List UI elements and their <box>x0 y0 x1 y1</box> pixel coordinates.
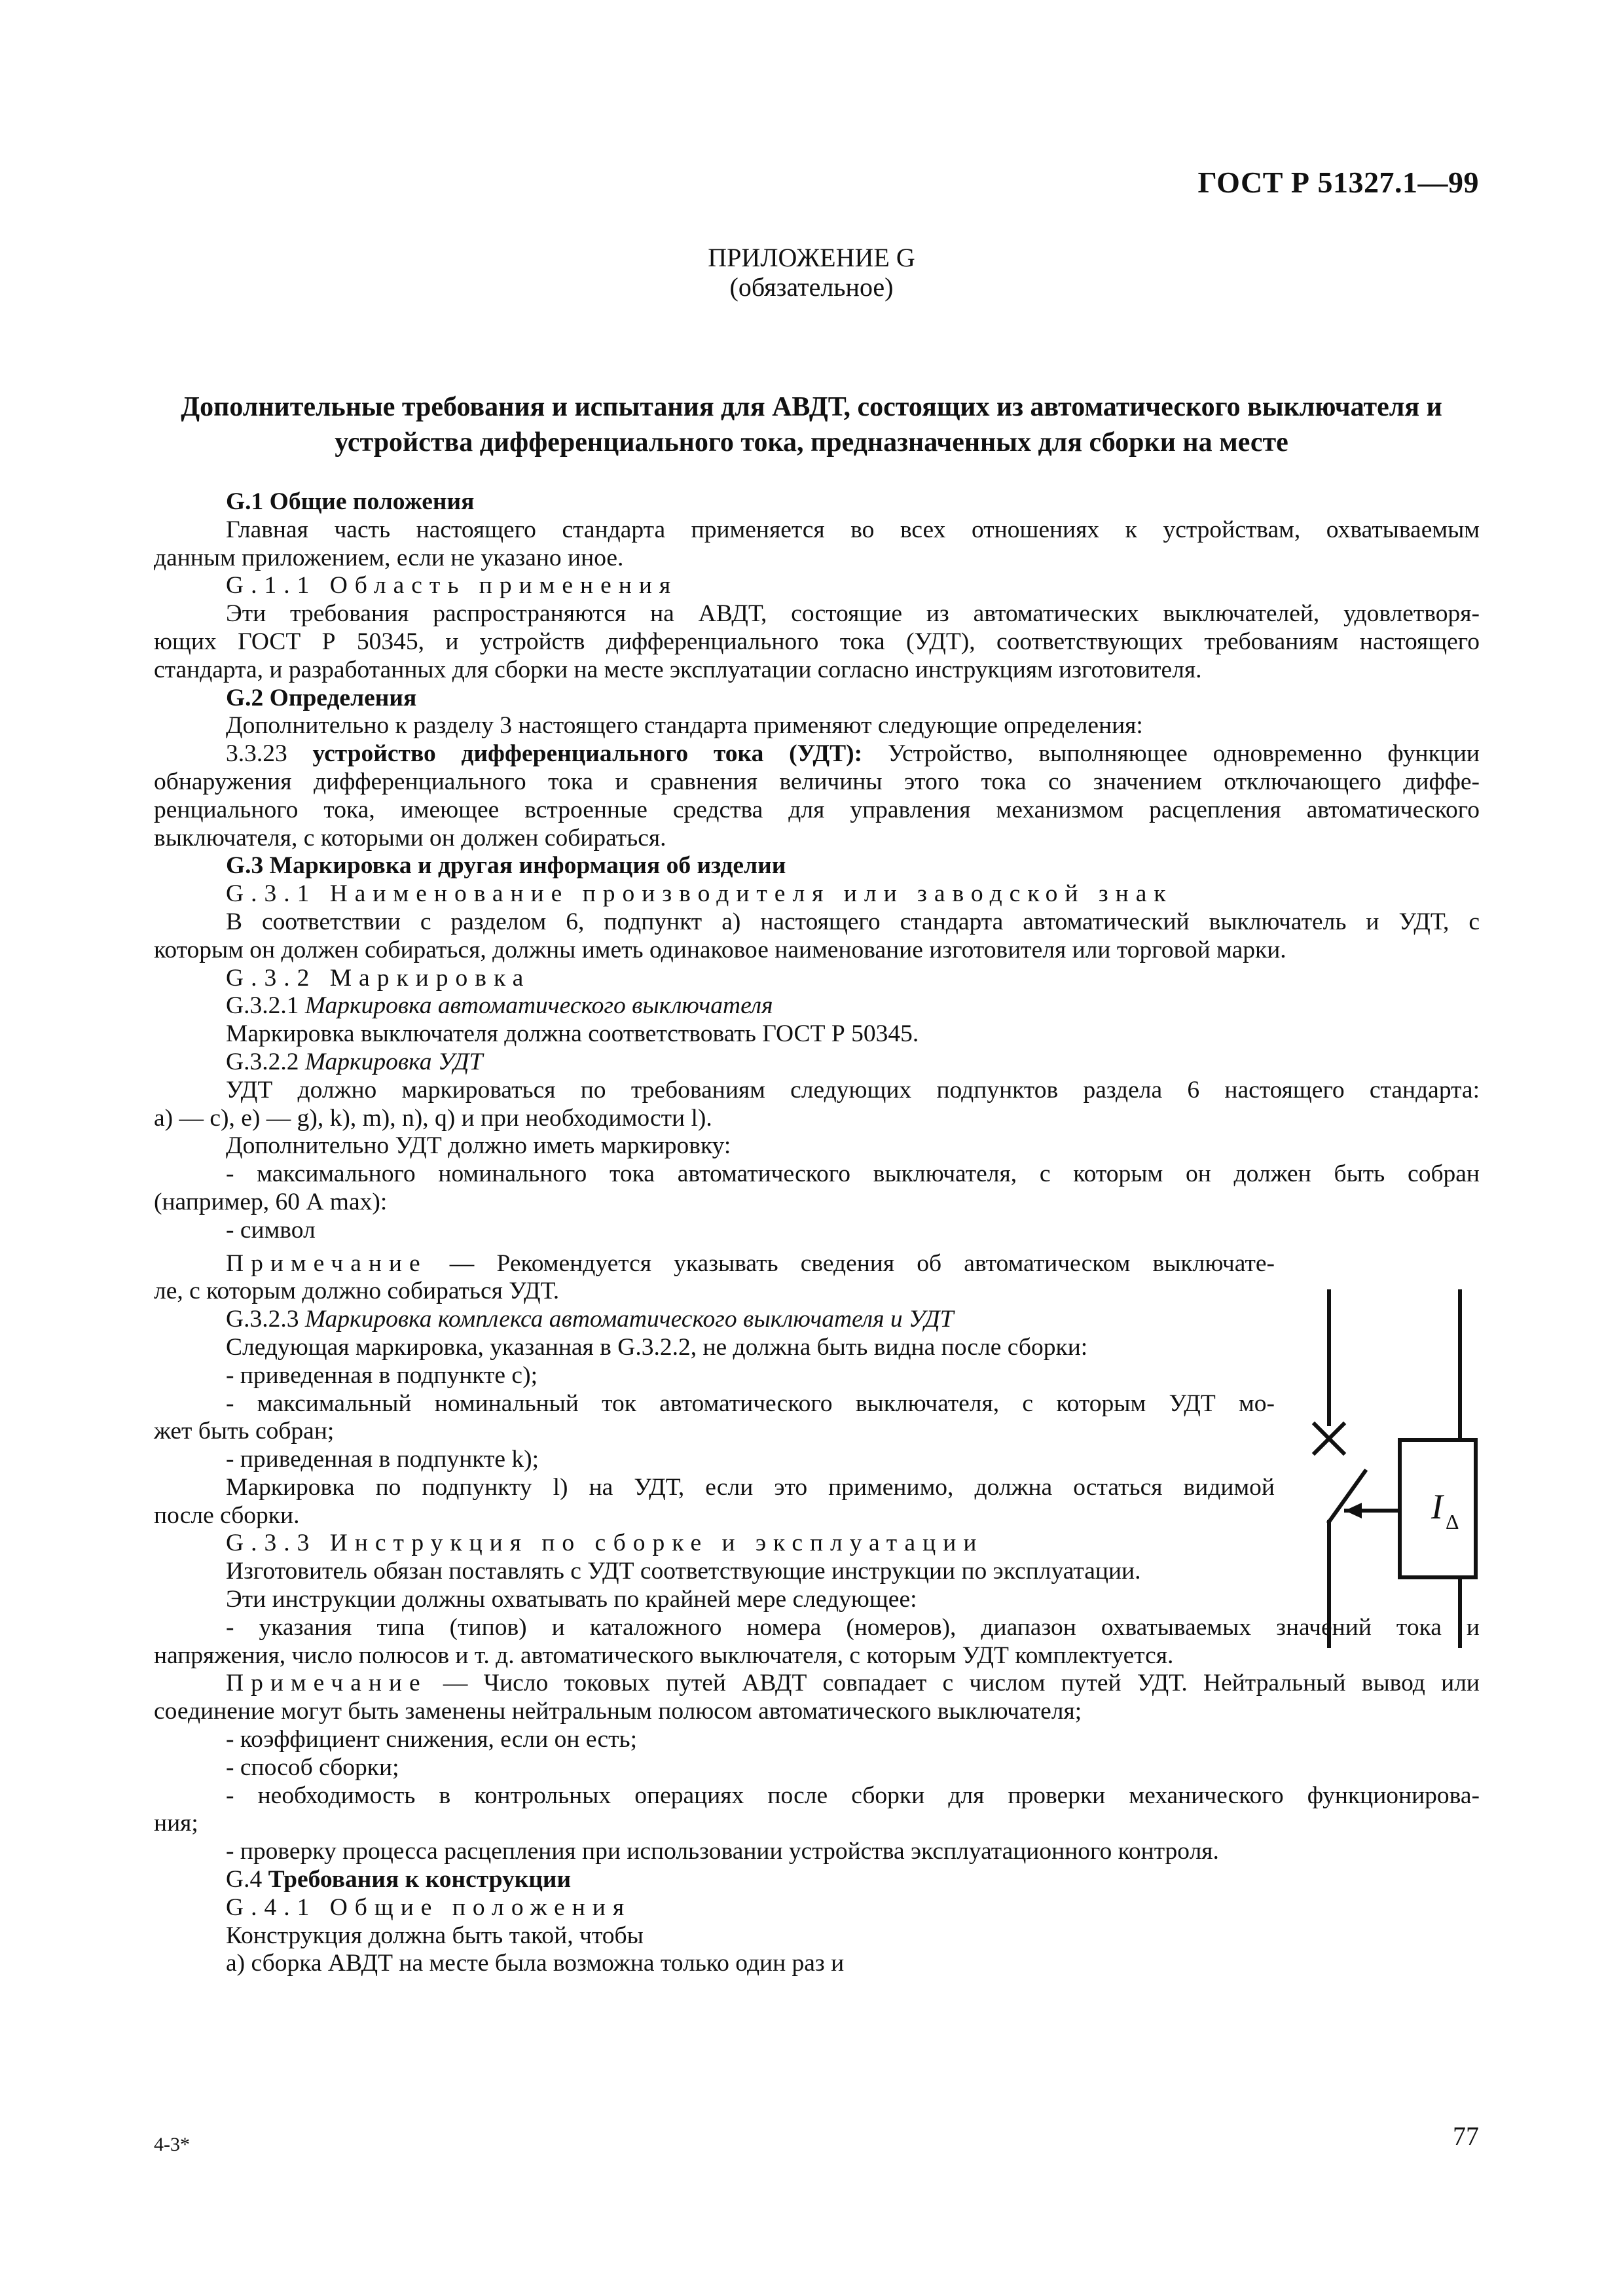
appendix-status: (обязательное) <box>729 272 894 302</box>
symbol-label-delta: Δ <box>1446 1510 1459 1534</box>
section-title: Требования к конструкции <box>268 1866 572 1893</box>
list-item: - коэффициент снижения, если он есть; <box>226 1726 637 1753</box>
list-item: - максимальный номинальный ток автоматического выключателя, с которым УДТ мо- <box>226 1390 1275 1417</box>
section-heading-g2: G.2 Определения <box>226 684 417 711</box>
list-item: - способ сборки; <box>226 1753 399 1781</box>
term-name: устройство дифференциального тока (УДТ): <box>312 740 863 768</box>
clause-title: Маркировка комплекса автоматического выключателя и УДТ <box>304 1306 954 1333</box>
page-number: 77 <box>1453 2121 1479 2151</box>
text-line: соединение могут быть заменены нейтральным полюсом автоматического выключателя; <box>154 1698 1082 1725</box>
text-line: ющих ГОСТ Р 50345, и устройств дифференциального тока (УДТ), соответствующих требованиям настоящего <box>154 628 1480 655</box>
text-line: Эти инструкции должны охватывать по крайней мере следующее: <box>226 1586 917 1613</box>
clause-number: G.3.2.2 <box>226 1048 305 1075</box>
text-line: данным приложением, если не указано иное. <box>154 544 624 571</box>
text-line: Главная часть настоящего стандарта применяется во всех отношениях к устройствам, охватываемым <box>226 516 1480 543</box>
text-line: Эти требования распространяются на АВДТ, состоящие из автоматических выключателей, удовлетворя- <box>226 600 1480 628</box>
text-line: жет быть собран; <box>154 1418 335 1445</box>
definition-line <box>154 740 1480 768</box>
text-line: обнаружения дифференциального тока и сравнения величины этого тока со значением отключающего диффе- <box>154 768 1480 795</box>
section-heading-g1: G.1 Общие положения <box>226 488 475 515</box>
note-line <box>154 1670 1480 1698</box>
list-item: - указания типа (типов) и каталожного номера (номеров), диапазон охватываемых значений тока и <box>226 1613 1480 1641</box>
note-text: — Число токовых путей АВДТ совпадает с числом путей УДТ. Нейтральный вывод или <box>427 1670 1480 1697</box>
list-item: - проверку процесса расцепления при использовании устройства эксплуатационного контроля. <box>226 1838 1219 1865</box>
note-label: Примечание <box>226 1670 428 1697</box>
subsection-heading-g3-2-2 <box>154 1049 1480 1077</box>
clause-number: G.3.2.3 <box>226 1306 305 1333</box>
subsection-heading-g3-1: G.3.1 Наименование производителя или заводской знак <box>226 880 1173 908</box>
note-label: Примечание <box>226 1249 428 1277</box>
rcd-symbol-figure <box>1303 1289 1493 1662</box>
text-line: выключателя, с которыми он должен собираться. <box>154 824 666 852</box>
section-heading-g3: G.3 Маркировка и другая информация об изделии <box>226 852 786 880</box>
text-line: напряжения, число полюсов и т. д. автоматического выключателя, с которым УДТ комплектуется. <box>154 1641 1174 1669</box>
text-line: Дополнительно УДТ должно иметь маркировку: <box>226 1132 731 1160</box>
note-line <box>154 1250 1275 1278</box>
symbol-label-i: I <box>1431 1487 1443 1526</box>
title-line-1: Дополнительные требования и испытания для АВДТ, состоящих из автоматического выключателя и <box>181 392 1442 422</box>
document-body <box>154 488 1480 1978</box>
text-line: а) — с), е) — g), k), m), n), q) и при необходимости l). <box>154 1104 712 1132</box>
text-line: после сборки. <box>154 1501 300 1529</box>
text-line: которым он должен собираться, должны иметь одинаковое наименование изготовителя или торговой марки. <box>154 936 1286 963</box>
text-line: Дополнительно к разделу 3 настоящего стандарта применяют следующие определения: <box>226 712 1143 740</box>
title-line-2: устройства дифференциального тока, предназначенных для сборки на месте <box>335 427 1288 457</box>
text-line: ле, с которым должно собираться УДТ. <box>154 1278 560 1305</box>
list-item: - приведенная в подпункте с); <box>226 1361 538 1389</box>
text-line: УДТ должно маркироваться по требованиям следующих подпунктов раздела 6 настоящего стандарта: <box>226 1076 1480 1103</box>
text-line: Маркировка по подпункту l) на УДТ, если это применимо, должна остаться видимой <box>226 1473 1275 1501</box>
appendix-title: ПРИЛОЖЕНИЕ G <box>708 243 915 272</box>
text-line: Конструкция должна быть такой, чтобы <box>226 1922 644 1949</box>
subsection-heading-g3-2-3 <box>154 1306 1275 1334</box>
text-line: стандарта, и разработанных для сборки на месте эксплуатации согласно инструкциям изготовителя. <box>154 656 1202 683</box>
document-title <box>144 389 1479 460</box>
clause-title: Маркировка УДТ <box>304 1048 483 1075</box>
subsection-heading-g4-1: G.4.1 Общие положения <box>226 1893 632 1921</box>
section-heading-g4 <box>154 1866 1480 1894</box>
list-item: - максимального номинального тока автоматического выключателя, с которым он должен быть собран <box>226 1160 1480 1188</box>
clause-number: G.3.2.1 <box>226 992 305 1020</box>
symbol-wrapped-block <box>154 1250 1275 1587</box>
text-line: (например, 60 А max): <box>154 1188 388 1215</box>
text-line: Изготовитель обязан поставлять с УДТ соответствующие инструкции по эксплуатации. <box>226 1558 1141 1585</box>
clause-title: Маркировка автоматического выключателя <box>304 992 773 1020</box>
standard-number: ГОСТ Р 51327.1—99 <box>1197 166 1479 199</box>
trip-arrow-icon <box>1345 1503 1362 1518</box>
section-number: G.4 <box>226 1866 268 1893</box>
list-item: а) сборка АВДТ на месте была возможна только один раз и <box>226 1950 845 1977</box>
note-text: — Рекомендуется указывать сведения об автоматическом выключате- <box>427 1249 1275 1277</box>
text-line: Маркировка выключателя должна соответствовать ГОСТ Р 50345. <box>226 1020 919 1048</box>
subsection-heading-g1-1: G.1.1 Область применения <box>226 572 678 600</box>
text-line: ния; <box>154 1810 198 1837</box>
list-item: - необходимость в контрольных операциях после сборки для проверки механического функционирова- <box>226 1782 1480 1809</box>
term-text: Устройство, выполняющее одновременно функции <box>862 740 1480 768</box>
text-line: В соответствии с разделом 6, подпункт а) настоящего стандарта автоматический выключатель и УДТ, с <box>226 908 1480 935</box>
text-line: ренциального тока, имеющее встроенные средства для управления механизмом расцепления автоматического <box>154 796 1480 823</box>
text-line: Следующая маркировка, указанная в G.3.2.2, не должна быть видна после сборки: <box>226 1333 1088 1361</box>
subsection-heading-g3-2: G.3.2 Маркировка <box>226 964 531 992</box>
subsection-heading-g3-3: G.3.3 Инструкция по сборке и эксплуатации <box>226 1530 984 1557</box>
list-item: - символ <box>226 1216 316 1244</box>
subsection-heading-g3-2-1 <box>154 992 1480 1020</box>
term-number: 3.3.23 <box>226 740 313 768</box>
footer-sheet-mark: 4-3* <box>154 2134 190 2155</box>
list-item: - приведенная в подпункте k); <box>226 1446 539 1473</box>
